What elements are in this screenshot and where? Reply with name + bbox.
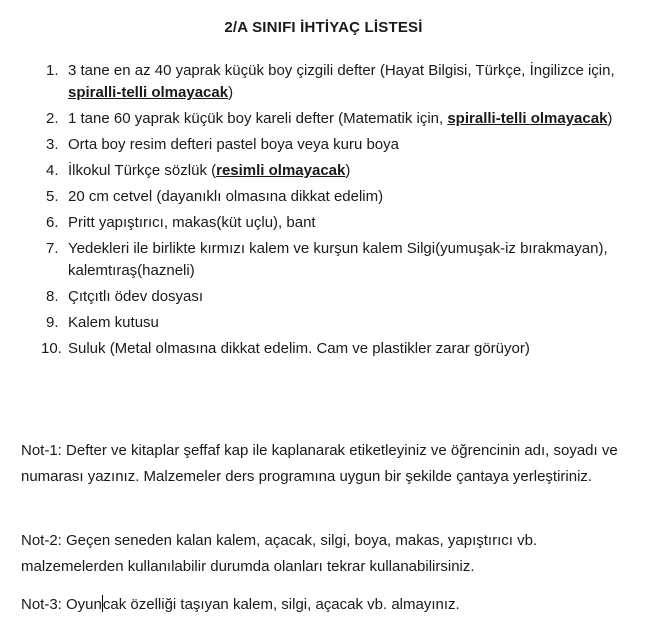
item-text: Kalem kutusu: [68, 314, 159, 331]
item-text: Pritt yapıştırıcı, makas(küt uçlu), bant: [68, 214, 316, 231]
item-number: 8.: [46, 288, 59, 305]
item-text: Suluk (Metal olmasına dikkat edelim. Cam ve plastikler zarar görüyor): [68, 340, 530, 357]
item-number: 7.: [46, 240, 59, 257]
note-3: [21, 592, 631, 618]
item-text: [68, 160, 628, 182]
item-number: 6.: [46, 214, 59, 231]
item-text-part: 3 tane en az 40 yaprak küçük boy çizgili defter (Hayat Bilgisi, Türkçe, İngilizce için,: [68, 62, 615, 79]
item-number: 4.: [46, 162, 59, 179]
page-title: 2/A SINIFI İHTİYAÇ LİSTESİ: [224, 19, 423, 36]
item-number: 9.: [46, 314, 59, 331]
list-item-2: [0, 108, 647, 130]
item-text: Yedekleri ile birlikte kırmızı kalem ve kurşun kalem Silgi(yumuşak-iz bırakmayan), kalemtıraş(hazneli): [68, 240, 608, 279]
note-3-part: Not-3: Oyun: [21, 596, 102, 613]
supply-list: [0, 60, 647, 364]
list-item-8: [0, 286, 647, 308]
list-item-5: [0, 186, 647, 208]
item-emphasis: resimli olmayacak: [216, 162, 346, 179]
item-emphasis: spiralli-telli olmayacak: [447, 110, 608, 127]
list-item-6: [0, 212, 647, 234]
item-text-part: 1 tane 60 yaprak küçük boy kareli defter (Matematik için,: [68, 110, 448, 127]
note-2: Not-2: Geçen seneden kalan kalem, açacak, silgi, boya, makas, yapıştırıcı vb. malzemelerden kullanılabilir durumda olanları tekrar kullanabilirsiniz.: [21, 532, 538, 575]
item-number: 1.: [46, 62, 59, 79]
item-number: 10.: [41, 340, 62, 357]
item-text-end: ): [345, 162, 351, 179]
note-1: Not-1: Defter ve kitaplar şeffaf kap ile kaplanarak etiketleyiniz ve öğrencinin adı, soyadı ve numarası yazınız. Malzemeler ders programına uygun bir şekilde çantaya yerleştiriniz.: [21, 442, 618, 485]
item-text: 20 cm cetvel (dayanıklı olmasına dikkat edelim): [68, 188, 384, 205]
item-number: 2.: [46, 110, 59, 127]
list-item-4: [0, 160, 647, 182]
item-text: Orta boy resim defteri pastel boya veya kuru boya: [68, 136, 399, 153]
item-text-end: ): [228, 84, 234, 101]
list-item-9: [0, 312, 647, 334]
list-item-7: [0, 238, 647, 282]
note-3-rest: cak özelliği taşıyan kalem, silgi, açacak vb. almayınız.: [102, 596, 460, 613]
list-item-10: [0, 338, 647, 360]
list-item-3: [0, 134, 647, 156]
item-text: [68, 108, 628, 130]
item-text: Çıtçıtlı ödev dosyası: [68, 288, 204, 305]
item-number: 3.: [46, 136, 59, 153]
item-text-part: İlkokul Türkçe sözlük (: [68, 162, 217, 179]
item-emphasis: spiralli-telli olmayacak: [68, 84, 229, 101]
list-item-1: [0, 60, 647, 104]
item-text: [68, 60, 628, 104]
item-text-end: ): [607, 110, 613, 127]
item-number: 5.: [46, 188, 59, 205]
